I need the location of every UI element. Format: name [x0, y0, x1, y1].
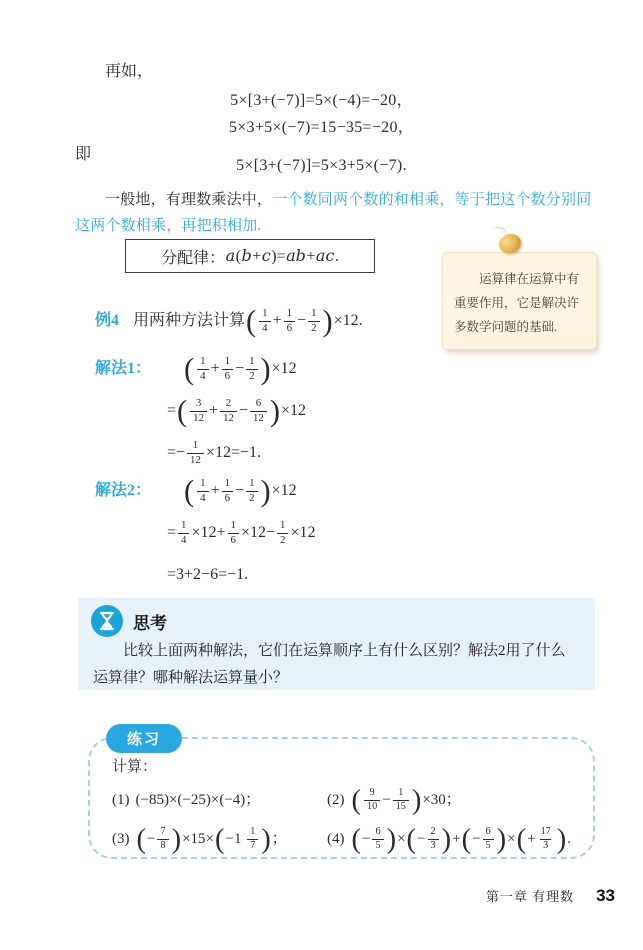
exercise-item-1	[112, 780, 327, 820]
solution-step: =− $\frac{1}{12}$ ×12=−1.	[167, 439, 261, 466]
math-variable: ac	[315, 246, 335, 265]
distributive-rule-paragraph	[75, 187, 597, 239]
fraction: $\frac{1}{6}$	[284, 307, 295, 335]
chapter-title: 第一章 有理数	[485, 889, 575, 904]
math-variable: ab	[286, 246, 306, 265]
paragraph-lead: 一般地，有理数乘法中，	[105, 192, 273, 208]
fraction: $\frac{6}{5}$	[483, 826, 494, 853]
solution-1-steps	[167, 348, 306, 474]
page-footer	[486, 886, 615, 906]
fraction: $\frac{1}{2}$	[277, 519, 288, 547]
solution-2-steps	[167, 470, 315, 596]
item-expression: (− $\frac{6}{5}$ )×(− $\frac{2}{3}$ )+(− $\frac{6}{5}$ )×(+ $\frac{17}{3}$ ).	[351, 823, 571, 855]
exercise-item-3	[112, 819, 327, 859]
distributive-law-box	[125, 239, 375, 273]
item-number: (1)	[112, 792, 130, 808]
fraction: $\frac{17}{3}$	[540, 826, 551, 852]
solution-2	[95, 470, 315, 596]
fraction: $\frac{6}{5}$	[372, 826, 383, 853]
math-variable: a	[225, 246, 236, 265]
exercise-prompt: 计算：	[112, 759, 158, 775]
example-label: 例4	[95, 312, 120, 329]
law-label: 分配律：	[161, 249, 226, 267]
solution-1-label: 解法1：	[95, 360, 152, 377]
fraction: $\frac{1}{4}$	[259, 307, 270, 335]
think-question: 比较上面两种解法，它们在运算顺序上有什么区别？解法2用了什么运算律？哪种解法运算量小？	[93, 643, 566, 686]
fraction: $\frac{3}{12}$	[190, 397, 207, 425]
solution-2-label: 解法2：	[95, 482, 152, 499]
page-number: 33	[596, 886, 615, 905]
solution-step: =( $\frac{3}{12}$ + $\frac{2}{12}$ − $\frac{6}{12}$ )×12	[167, 394, 306, 429]
solution-1	[95, 348, 306, 474]
paragraph-highlight: 一个数同两个数的和相乘，等于把这个数分别同这两个数相乘，再把积相加.	[75, 192, 592, 234]
fraction: $\frac{7}{8}$	[157, 826, 168, 853]
exercise-item-2	[327, 780, 461, 820]
example-prompt: 用两种方法计算	[133, 312, 246, 329]
solution-step: ( $\frac{1}{4}$ + $\frac{1}{6}$ − $\frac{1}{2}$ )×12	[184, 474, 297, 509]
fraction: $\frac{1}{7}$	[247, 826, 258, 853]
fraction: $\frac{1}{2}$	[308, 307, 319, 335]
display-equation-2: 5×3+5×(−7)=15−35=−20，	[228, 119, 415, 136]
item-number: (3)	[112, 831, 130, 847]
fraction: $\frac{2}{12}$	[220, 397, 237, 425]
display-equation-3: 5×[3+(−7)]=5×3+5×(−7).	[236, 157, 407, 174]
think-section	[78, 598, 595, 690]
fraction: $\frac{1}{15}$	[393, 787, 409, 814]
exercise-badge: 练习	[106, 724, 182, 753]
solution-step: ( $\frac{1}{4}$ + $\frac{1}{6}$ − $\frac{1}{2}$ )×12	[184, 352, 297, 387]
connector-text: 即	[75, 146, 92, 163]
fraction: $\frac{1}{4}$	[197, 477, 208, 505]
fraction: $\frac{9}{10}$	[364, 787, 380, 814]
fraction: $\frac{1}{6}$	[222, 477, 233, 505]
note-text: 运算律在运算中有重要作用，它是解决许多数学问题的基础.	[454, 272, 580, 334]
math-variable: c	[261, 246, 271, 265]
fraction: $\frac{1}{12}$	[187, 439, 204, 467]
fraction: $\frac{1}{2}$	[246, 477, 257, 505]
fraction: $\frac{1}{6}$	[222, 355, 233, 383]
pushpin-icon	[499, 234, 523, 256]
example-expression: ( $\frac{1}{4}$ + $\frac{1}{6}$ − $\frac{1}{2}$ )×12.	[246, 304, 363, 339]
lead-in-text: 再如，	[105, 63, 154, 80]
fraction: $\frac{6}{12}$	[250, 397, 267, 425]
solution-step: = $\frac{1}{4}$ ×12+ $\frac{1}{6}$ ×12− $\frac{1}{2}$ ×12	[167, 519, 316, 546]
think-title: 思考	[133, 613, 167, 633]
solution-step: =3+2−6=−1.	[167, 566, 249, 583]
hourglass-icon	[91, 605, 123, 637]
fraction: $\frac{1}{4}$	[197, 355, 208, 383]
fraction: $\frac{1}{6}$	[228, 519, 239, 547]
fraction: $\frac{2}{3}$	[428, 826, 439, 853]
item-expression: (− $\frac{7}{8}$ )×15×(−1 $\frac{1}{7}$ )；	[136, 823, 287, 855]
fraction: $\frac{1}{4}$	[178, 519, 189, 547]
item-expression: (−85)×(−25)×(−4)；	[135, 792, 261, 808]
display-equation-1: 5×[3+(−7)]=5×(−4)=−20，	[230, 92, 413, 109]
exercise-row	[112, 819, 585, 859]
item-number: (4)	[327, 831, 345, 847]
law-formula: a(b+c)=ab+ac.	[225, 246, 339, 265]
margin-sticky-note	[442, 252, 597, 350]
exercise-section	[88, 731, 595, 859]
think-header	[78, 598, 595, 637]
item-number: (2)	[327, 792, 345, 808]
exercise-item-4	[327, 819, 571, 859]
exercise-row	[112, 780, 585, 820]
math-variable: b	[241, 246, 252, 265]
item-expression: ( $\frac{9}{10}$ − $\frac{1}{15}$ )×30；	[351, 784, 461, 816]
fraction: $\frac{1}{2}$	[246, 355, 257, 383]
example-4-line	[95, 299, 363, 343]
